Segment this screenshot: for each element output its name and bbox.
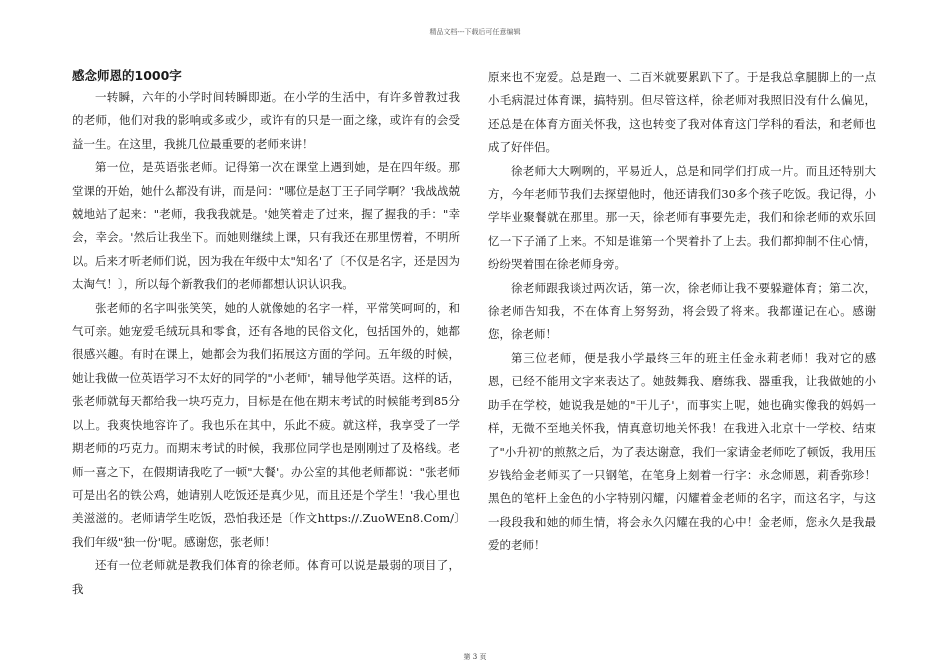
paragraph-teacher-xu-character: 徐老师大大咧咧的，平易近人，总是和同学们打成一片。而且还特别大方，今年老师节我们去探望他时，他还请我们30多个孩子吃饭。我记得，小学毕业聚餐就在那里。那一天，徐老师有事要先走，我们和徐老师的欢乐回忆一下子涌了上来。不知是谁第一个哭着扑了上去。我们都抑制不住心情，纷纷哭着围在徐老师身旁。: [488, 163, 876, 272]
paragraph-teacher-xu-start: 还有一位老师就是教我们体育的徐老师。体育可以说是最弱的项目了，我: [72, 558, 460, 596]
page-header: 精品文档---下载后可任意编辑: [429, 28, 521, 36]
paragraph-teacher-xu-talks: 徐老师跟我谈过两次话，第一次，徐老师让我不要躲避体育；第二次，徐老师告知我，不在体育上努努劲，将会毁了将来。我都谨记在心。感谢您，徐老师！: [488, 280, 876, 342]
paragraph-intro: 一转瞬，六年的小学时间转瞬即逝。在小学的生活中，有许多曾教过我的老师，他们对我的影响或多或少，或许有的只是一面之缘，或许有的会受益一生。在这里，我挑几位最重要的老师来讲！: [72, 90, 460, 151]
paragraph-teacher-jin: 第三位老师，便是我小学最终三年的班主任金永莉老师！我对它的感恩，已经不能用文字来表达了。她鼓舞我、磨练我、器重我，让我做她的小助手在学校，她说我是她的"干儿子'，而事实上呢，她也确实像我的妈妈一样，无微不至地关怀我，情真意切地关怀我！在我进入北京十一学校、结束了"小升初'的煎熬之后，为了表达谢意，我们一家请金老师吃了顿饭，我用压岁钱给金老师买了一只钢笔，在笔身上刻着一行字：永念师恩，莉香弥珍！黑色的笔杆上金色的小字特别闪耀，闪耀着金老师的名字，而这名字，与这一段段我和她的师生情，将会永久闪耀在我的心中！金老师，您永久是我最爱的老师！: [488, 350, 876, 553]
right-column: [488, 66, 876, 558]
document-title: 感念师恩的1000字: [72, 68, 182, 83]
paragraph-teacher-zhang-intro: 第一位，是英语张老师。记得第一次在课堂上遇到她，是在四年级。那堂课的开始，她什么都没有讲，而是问："哪位是赵丁王子同学啊？'我战战兢兢地站了起来："老师，我我我就是。'她笑着走了过来，握了握我的手："幸会，幸会。'然后让我坐下。而她则继续上课，只有我还在那里愣着，不明所以。后来才听老师们说，因为我在年级中太"知名'了〔不仅是名字，还是因为太淘气！〕，所以每个新教我们的老师都想认识认识我。: [72, 160, 460, 292]
paragraph-teacher-zhang-story: 张老师的名字叫张笑笑，她的人就像她的名字一样，平常笑呵呵的，和气可亲。她宠爱毛绒玩具和零食，还有各地的民俗文化，包括国外的，她都很感兴趣。有时在课上，她都会为我们拓展这方面的学问。五年级的时候，她让我做一位英语学习不太好的同学的"小老师'，辅导他学英语。这样的话，张老师就每天都给我一块巧克力，目标是在他在期末考试的时候能考到85分以上。我爽快地容许了。我也乐在其中，乐此不疲。就这样，我享受了一学期老师的巧克力。而期末考试的时候，我那位同学也是刚刚过了及格线。老师一喜之下，在假期请我吃了一顿"大餐'。办公室的其他老师都说："张老师可是出名的铁公鸡，她请别人吃饭还是真少见，而且还是个学生！'我心里也美滋滋的。老师请学生吃饭，恐怕我还是〔作文https://.ZuoWEn8.Com/〕我们年级"独一份'呢。感谢您，张老师！: [72, 300, 460, 549]
page-footer: 第 3 页: [463, 653, 487, 661]
left-column: [72, 66, 460, 601]
paragraph-continuation: 原来也不宠爱。总是跑一、二百米就要累趴下了。于是我总拿腿脚上的一点小毛病混过体育课，搞特别。但尽管这样，徐老师对我照旧没有什么偏见，还总是在体育方面关怀我，这也转变了我对体育这门学科的看法，和老师也成了好伴侣。: [488, 70, 876, 155]
